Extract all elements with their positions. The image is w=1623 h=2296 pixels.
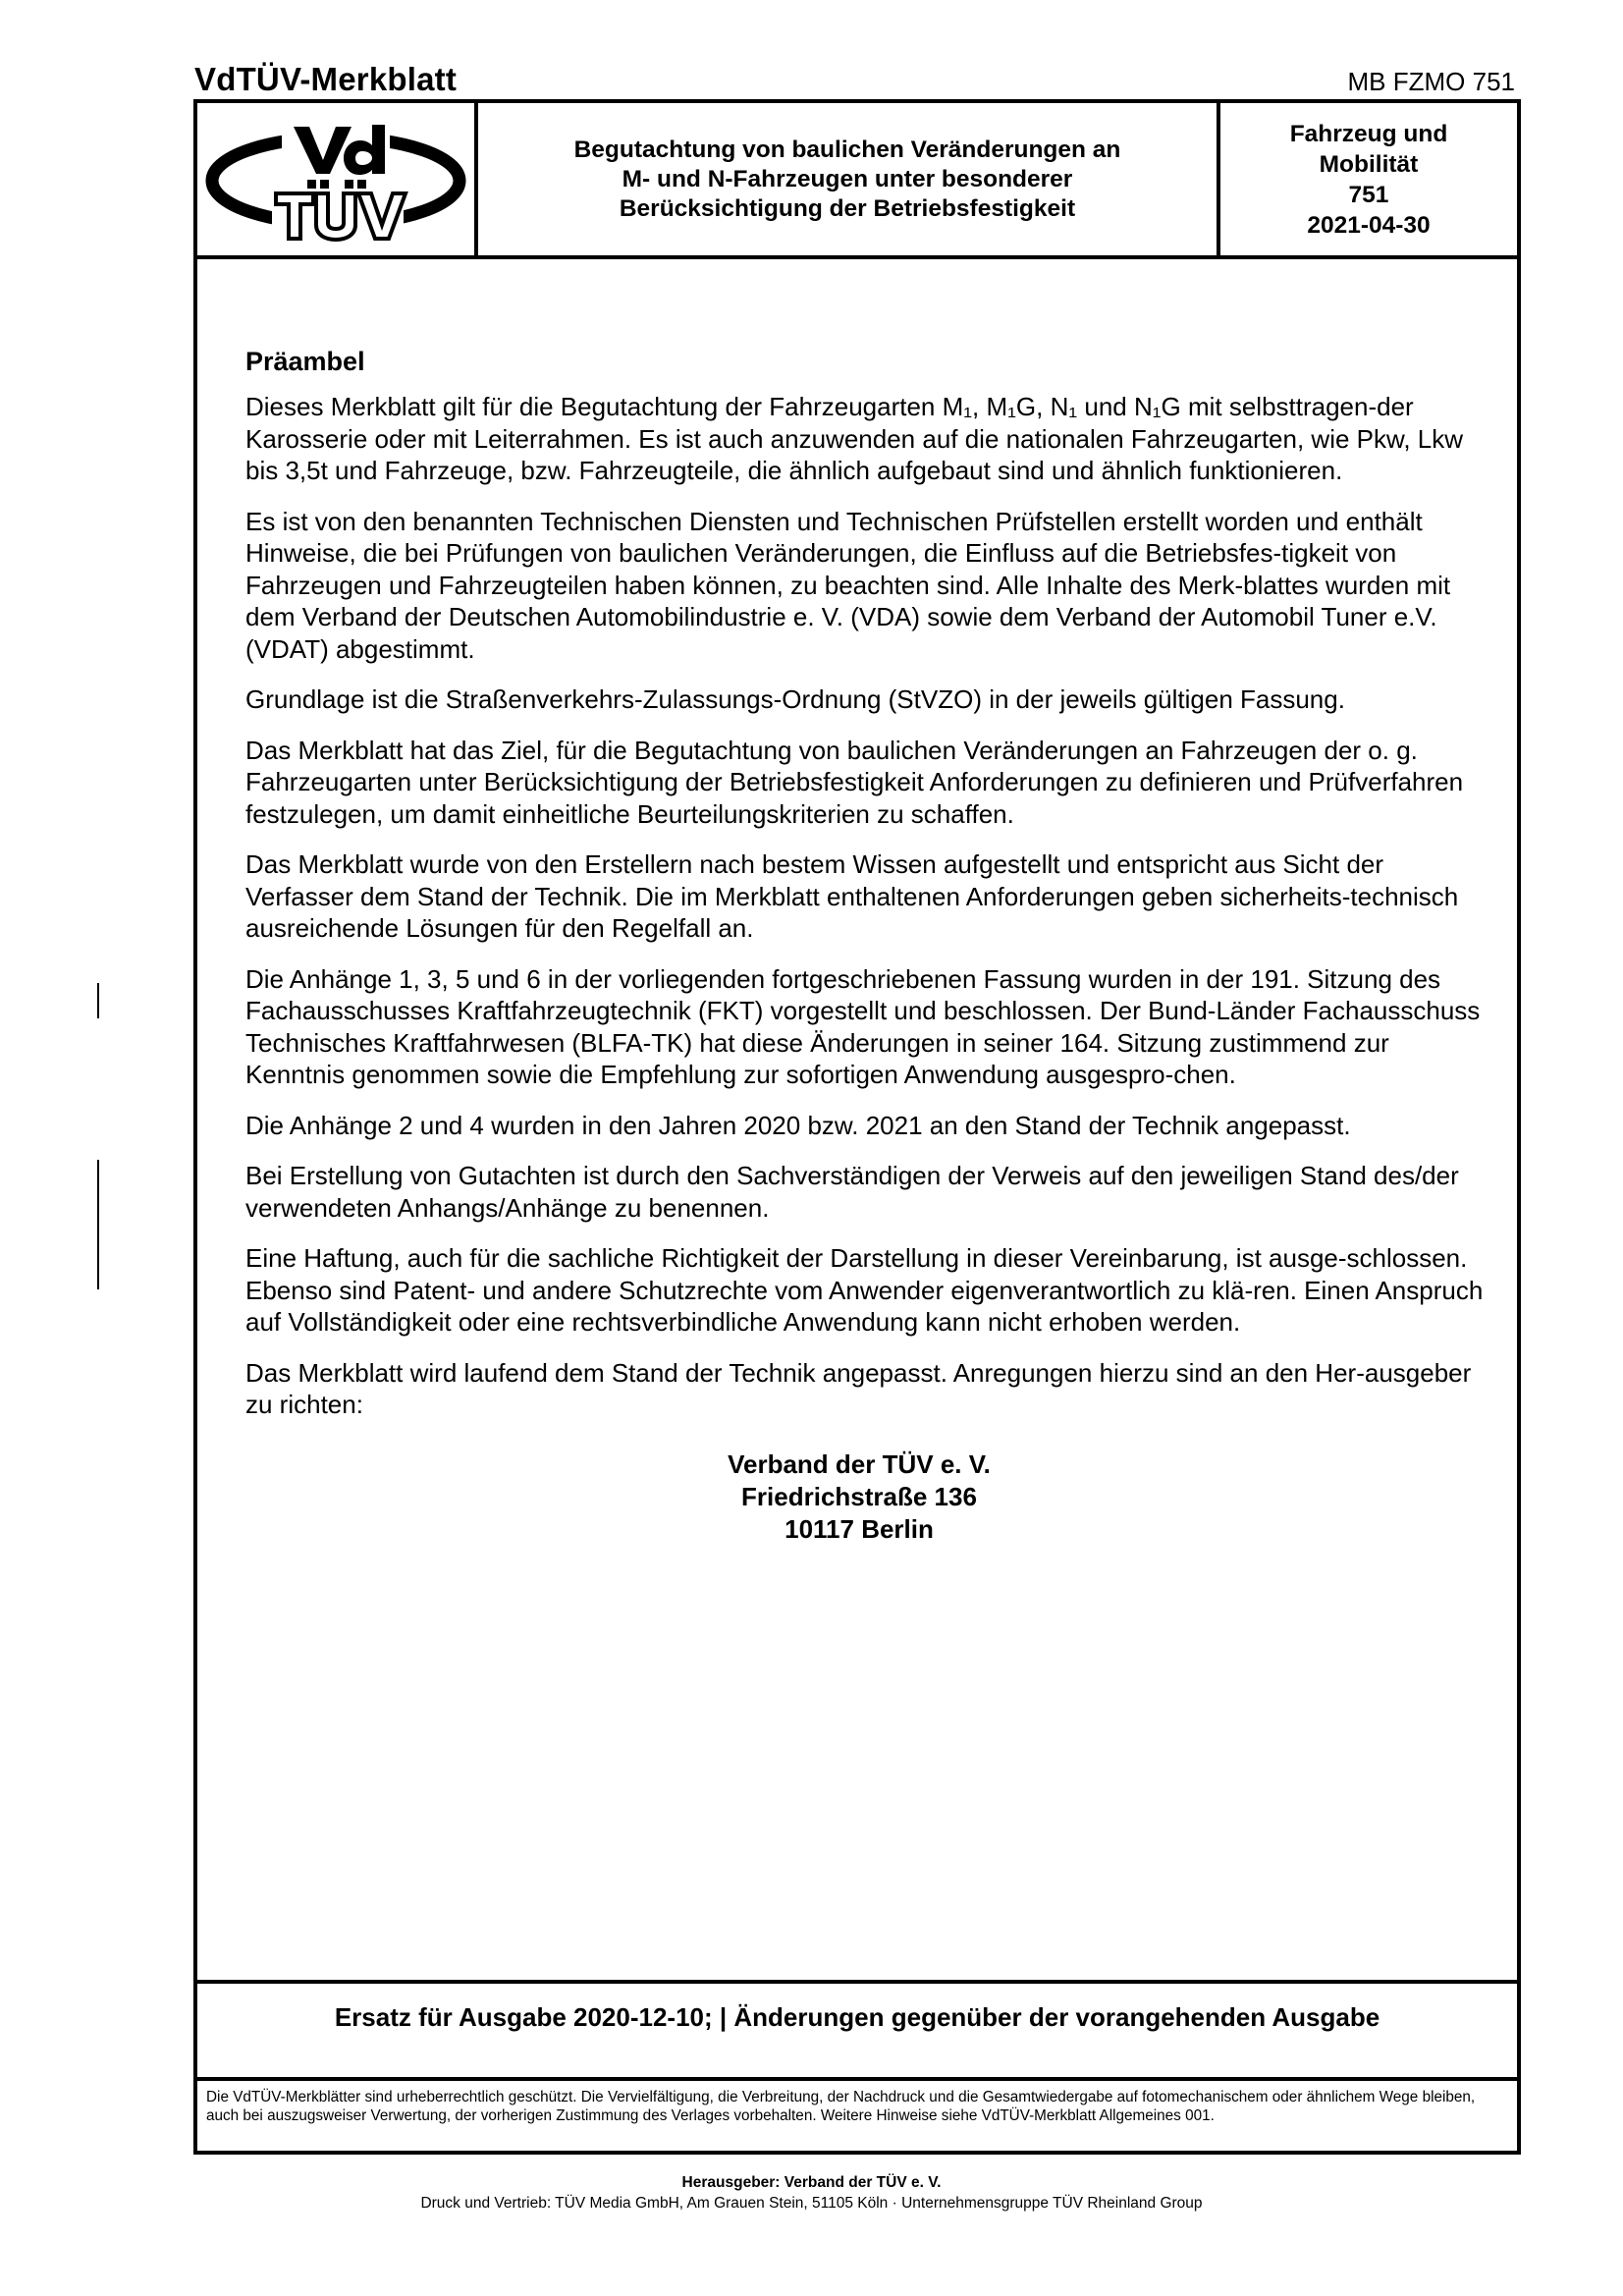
- meta-category: Fahrzeug und: [1289, 120, 1448, 147]
- section-heading: Präambel: [245, 347, 365, 376]
- logo-cell: [197, 103, 478, 255]
- document-title-cell: [478, 103, 1220, 255]
- document-code: MB FZMO 751: [1347, 67, 1515, 96]
- paragraph: Es ist von den benannten Technischen Diensten und Technischen Prüfstellen erstellt worden und enthält Hinweise, die bei Prüfungen von baulichen Veränderungen, die Einfluss auf die Betriebsfes-tigkeit von Fahrzeugen und Fahrzeugteilen haben können, zu beachten sind. Alle Inhalte des Merk-blattes wurden mit dem Verband der Deutschen Automobilindustrie e. V. (VDA) sowie dem Verband der Automobil Tuner e.V. (VDAT) abgestimmt.: [245, 506, 1451, 664]
- meta-category: Mobilität: [1319, 150, 1419, 178]
- paragraph: Bei Erstellung von Gutachten ist durch den Sachverständigen der Verweis auf den jeweiligen Stand des/der verwendeten Anhangs/Anhänge zu benennen.: [245, 1161, 1459, 1223]
- address-line: Verband der TÜV e. V.: [728, 1449, 991, 1479]
- vdtuev-logo: [197, 103, 474, 255]
- paragraph: Das Merkblatt wurde von den Erstellern nach bestem Wissen aufgestellt und entspricht aus Sicht der Verfasser dem Stand der Technik. Die im Merkblatt enthaltenen Anforderungen geben sicherheits-technisch ausreichende Lösungen für den Regelfall an.: [245, 849, 1459, 943]
- footer-distribution: Druck und Vertrieb: TÜV Media GmbH, Am Grauen Stein, 51105 Köln · Unternehmensgruppe TÜV Rheinland Group: [420, 2195, 1203, 2212]
- paragraph: Die Anhänge 1, 3, 5 und 6 in der vorliegenden fortgeschriebenen Fassung wurden in der 191. Sitzung des Fachausschusses Kraftfahrzeugtechnik (FKT) vorgestellt und beschlossen. Der Bund-Länder Fachausschuss Technisches Kraftfahrwesen (BLFA-TK) hat diese Änderungen in seiner 164. Sitzung zustimmend zur Kenntnis genommen sowie die Empfehlung zur sofortigen Anwendung ausgespro-chen.: [245, 963, 1481, 1089]
- meta-date: 2021-04-30: [1307, 211, 1431, 239]
- address-line: Friedrichstraße 136: [741, 1481, 977, 1511]
- document-frame: [193, 99, 1521, 2081]
- footer-publisher: Herausgeber: Verband der TÜV e. V.: [681, 2174, 942, 2191]
- document-body: [245, 347, 1492, 1546]
- meta-number: 751: [1348, 181, 1389, 208]
- document-series-title: VdTÜV-Merkblatt: [194, 61, 458, 97]
- document-title: [574, 136, 1121, 224]
- paragraph: Das Merkblatt wird laufend dem Stand der Technik angepasst. Anregungen hierzu sind an den Her-ausgeber zu richten:: [245, 1357, 1472, 1419]
- title-line: M- und N-Fahrzeugen unter besonderer: [622, 165, 1073, 192]
- document-meta-cell: [1220, 103, 1517, 255]
- title-line: Begutachtung von baulichen Veränderungen an: [573, 136, 1121, 163]
- paragraph: Grundlage ist die Straßenverkehrs-Zulassungs-Ordnung (StVZO) in der jeweils gültigen Fassung.: [245, 684, 1345, 714]
- replacement-note: Ersatz für Ausgabe 2020-12-10; | Änderungen gegenüber der vorangehenden Ausgabe: [197, 1980, 1517, 2051]
- change-bar: [97, 1160, 99, 1289]
- title-line: Berücksichtigung der Betriebsfestigkeit: [619, 194, 1076, 222]
- address-line: 10117 Berlin: [784, 1513, 934, 1544]
- header-table: [197, 103, 1517, 259]
- paragraph: Die Anhänge 2 und 4 wurden in den Jahren 2020 bzw. 2021 an den Stand der Technik angepasst.: [245, 1110, 1351, 1140]
- copyright-note: Die VdTÜV-Merkblätter sind urheberrechtlich geschützt. Die Vervielfältigung, die Verbreitung, der Nachdruck und die Gesamtwiedergabe auf fotomechanischem oder ähnlichem Wege bleiben, auch bei auszugsweiser Verwertung, der vorherigen Zustimmung des Verlages vorbehalten. Weitere Hinweise siehe VdTÜV-Merkblatt Allgemeines 001.: [193, 2081, 1521, 2155]
- paragraph: Eine Haftung, auch für die sachliche Richtigkeit der Darstellung in dieser Vereinbarung, ist ausge-schlossen. Ebenso sind Patent- und andere Schutzrechte vom Anwender eigenverantwortlich zu klä-ren. Einen Anspruch auf Vollständigkeit oder eine rechtsverbindliche Anwendung kann nicht erhoben werden.: [245, 1243, 1484, 1337]
- publisher-address: [245, 1449, 1492, 1546]
- change-bar: [97, 983, 99, 1018]
- paragraph: Dieses Merkblatt gilt für die Begutachtung der Fahrzeugarten M₁, M₁G, N₁ und N₁G mit selbsttragen-der Karosserie oder mit Leiterrahmen. Es ist auch anzuwenden auf die nationalen Fahrzeugarten, wie Pkw, Lkw bis 3,5t und Fahrzeuge, bzw. Fahrzeugteile, die ähnlich aufgebaut sind und ähnlich funktionieren.: [245, 392, 1464, 485]
- paragraph: Das Merkblatt hat das Ziel, für die Begutachtung von baulichen Veränderungen an Fahrzeugen der o. g. Fahrzeugarten unter Berücksichtigung der Betriebsfestigkeit Anforderungen zu definieren und Prüfverfahren festzulegen, um damit einheitliche Beurteilungskriterien zu schaffen.: [245, 735, 1464, 829]
